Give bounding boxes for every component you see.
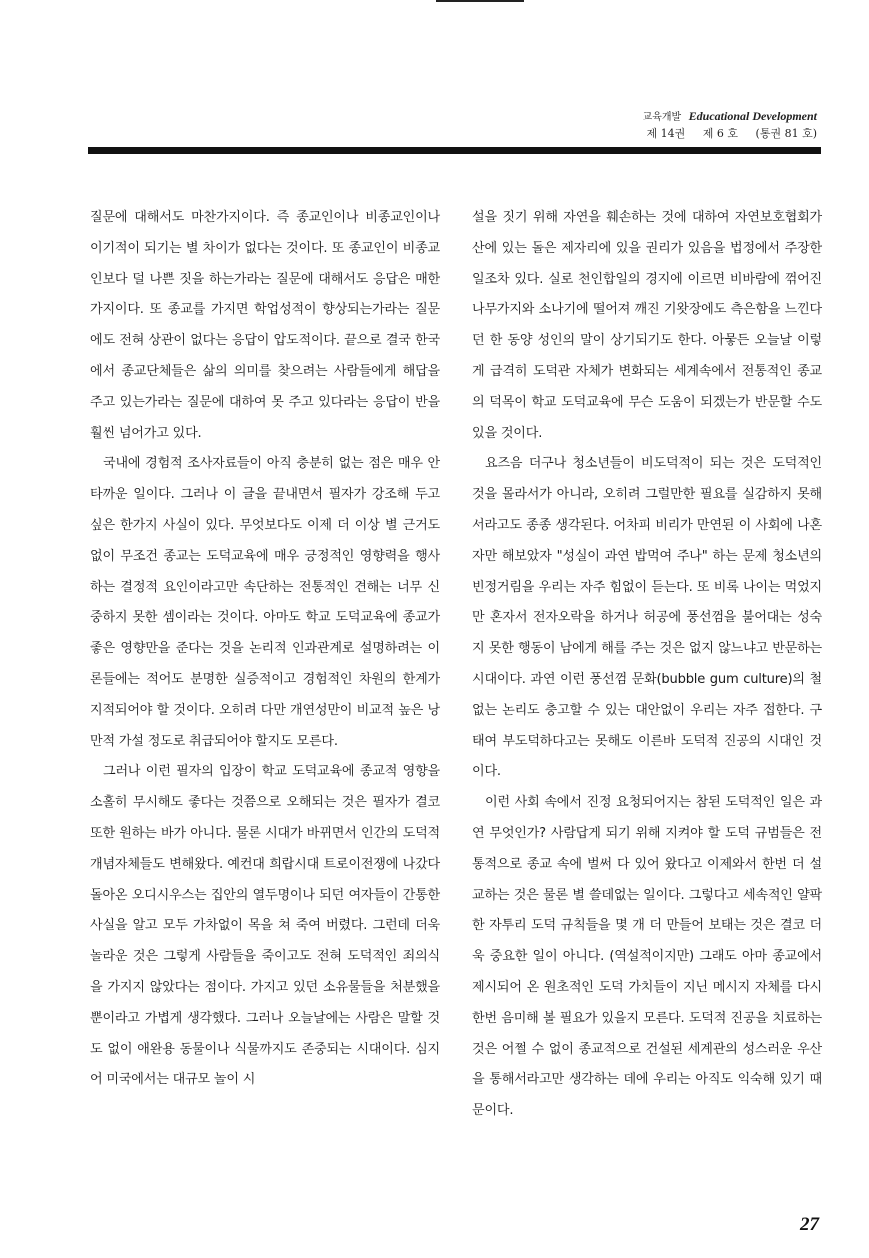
header-rule <box>88 147 821 154</box>
right-column <box>472 203 822 1127</box>
issue-number: 제 6 호 <box>702 127 739 140</box>
paragraph: 질문에 대해서도 마찬가지이다. 즉 종교인이나 비종교인이나 이기적이 되기는 별 차이가 없다는 것이다. 또 종교인이 비종교인보다 덜 나쁜 짓을 하는가라는 질문에 대해서도 응답은 매한가지이다. 또 종교를 가지면 학업성적이 향상되는가라는 질문에도 전혀 상관이 없다는 응답이 압도적이다. 끝으로 결국 한국에서 종교단체들은 삶의 의미를 찾으려는 사람들에게 해답을 주고 있는가라는 질문에 대하여 못 주고 있다라는 응답이 반을 훨씬 넘어가고 있다. <box>90 210 440 441</box>
journal-name-ko: 교육개발 <box>642 112 682 123</box>
journal-title <box>643 108 817 126</box>
journal-name-en: Educational Development <box>688 109 817 123</box>
paragraph: 설을 짓기 위해 자연을 훼손하는 것에 대하여 자연보호협회가 산에 있는 돌은 제자리에 있을 권리가 있음을 법정에서 주장한 일조차 있다. 실로 천인합일의 경지에 이르면 비바람에 꺾어진 나무가지와 소나기에 떨어져 깨진 기왓장에도 측은함을 느낀다던 한 동양 성인의 말이 상기되기도 한다. 아뭏든 오늘날 이렇게 급격히 도덕관 자체가 변화되는 세계속에서 전통적인 종교의 덕목이 학교 도덕교육에 무슨 도움이 되겠는가 반문할 수도 있을 것이다. <box>472 210 822 441</box>
journal-header <box>643 108 817 142</box>
left-column <box>90 203 440 1096</box>
paragraph: 국내에 경험적 조사자료들이 아직 충분히 없는 점은 매우 안타까운 일이다. 그러나 이 글을 끝내면서 필자가 강조해 두고 싶은 한가지 사실이 있다. 무엇보다도 이제 더 이상 별 근거도 없이 무조건 종교는 도덕교육에 매우 긍정적인 영향력을 행사하는 결정적 요인이라고만 속단하는 전통적인 견해는 너무 신중하지 못한 셈이라는 것이다. 아마도 학교 도덕교육에 종교가 좋은 영향만을 준다는 것을 논리적 인과관계로 설명하려는 이론들에는 적어도 분명한 실증적이고 경험적인 차원의 한계가 지적되어야 할 것이다. 오히려 다만 개연성만이 비교적 높은 낭만적 가설 정도로 취급되어야 할지도 모른다. <box>90 456 440 749</box>
volume: 제 14권 <box>646 127 686 140</box>
top-rule-stub <box>436 0 524 2</box>
paragraph: 그러나 이런 필자의 입장이 학교 도덕교육에 종교적 영향을 소홀히 무시해도 좋다는 것쯤으로 오해되는 것은 필자가 결코 또한 원하는 바가 아니다. 물론 시대가 바뀌면서 인간의 도덕적 개념자체들도 변해왔다. 예컨대 희랍시대 트로이전쟁에 나갔다 돌아온 오디시우스는 집안의 열두명이나 되던 여자들이 간통한 사실을 알고 모두 가차없이 목을 쳐 죽여 버렸다. 그런데 더욱 놀라운 것은 그렇게 사람들을 죽이고도 전혀 도덕적인 죄의식을 가지지 않았다는 점이다. 가지고 있던 소유물들을 처분했을 뿐이라고 가볍게 생각했다. 그러나 오늘날에는 사람은 말할 것도 없이 애완용 동물이나 식물까지도 존중되는 시대이다. 심지어 미국에서는 대규모 놀이 시 <box>90 764 440 1088</box>
issue-info <box>643 126 817 142</box>
paragraph: 요즈음 더구나 청소년들이 비도덕적이 되는 것은 도덕적인 것을 몰라서가 아니라, 오히려 그럴만한 필요를 실감하지 못해서라고도 종종 생각된다. 어차피 비리가 만연된 이 사회에 나혼자만 해보았자 "성실이 과연 밥먹여 주나" 하는 문제 청소년의 빈정거림을 우리는 자주 힘없이 듣는다. 또 비록 나이는 먹었지만 혼자서 전자오락을 하거나 허공에 풍선껌을 불어대는 성숙지 못한 행동이 남에게 해를 주는 것은 없지 않느냐고 반문하는 시대이다. 과연 이런 풍선껌 문화(bubble gum culture)의 철없는 논리도 충고할 수 있는 대안없이 우리는 자주 접한다. 구태여 부도덕하다고는 못해도 이른바 도덕적 진공의 시대인 것이다. <box>472 456 822 780</box>
page-number: 27 <box>800 1214 819 1235</box>
paragraph: 이런 사회 속에서 진정 요청되어지는 참된 도덕적인 일은 과연 무엇인가? 사람답게 되기 위해 지켜야 할 도덕 규범들은 전통적으로 종교 속에 벌써 다 있어 왔다고 이제와서 한번 더 설교하는 것은 물론 별 쓸데없는 일이다. 그렇다고 세속적인 얄팍한 자투리 도덕 규칙들을 몇 개 더 만들어 보태는 것은 결코 더욱 중요한 일이 아니다. (역설적이지만) 그래도 아마 종교에서 제시되어 온 원초적인 도덕 가치들이 지닌 메시지 자체를 다시 한번 음미해 볼 필요가 있을지 모른다. 도덕적 진공을 치료하는 것은 어쩔 수 없이 종교적으로 건설된 세계관의 성스러운 우산을 통해서라고만 생각하는 데에 우리는 아직도 익숙해 있기 때문이다. <box>472 795 822 1119</box>
total-issue: (통권 81 호) <box>755 127 817 140</box>
